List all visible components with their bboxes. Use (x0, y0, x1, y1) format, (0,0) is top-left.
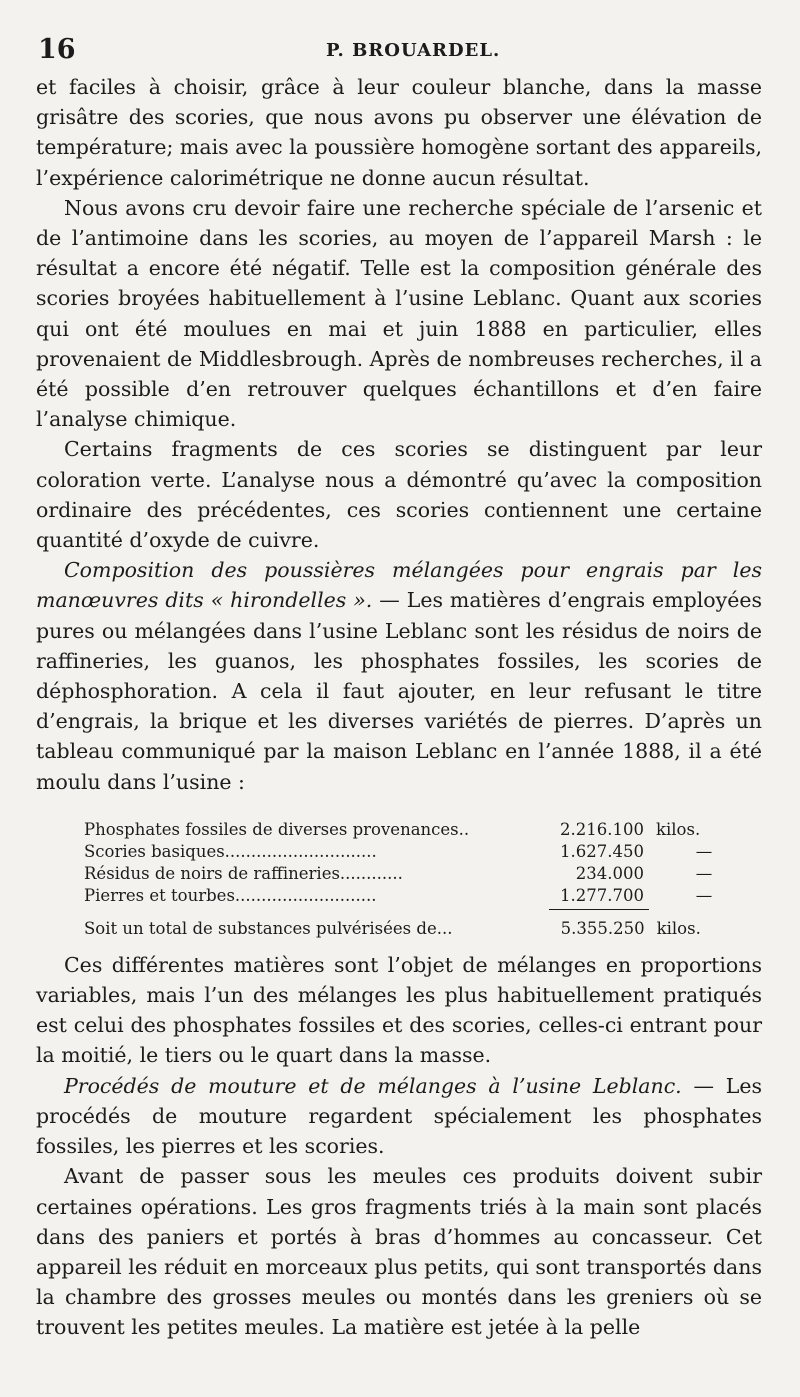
body-text (36, 72, 762, 1343)
paragraph-2: Nous avons cru devoir faire une recherche spéciale de l’arsenic et de l’antimoine dans les scories, au moyen de l’appareil Marsh : le résultat a encore été négatif. Telle est la composition générale des scories broyées habituellement à l’usine Leblanc. Quant aux scories qui ont été moulues en mai et juin 1888 en particulier, elles provenaient de Middlesbrough. Après de nombreuses recherches, il a été possible d’en retrouver quelques échantillons et d’en faire l’analyse chimique. (36, 195, 763, 432)
table-row (84, 885, 734, 907)
row-label: Résidus de noirs de raffineries............ (84, 863, 403, 883)
paragraph-1: et faciles à choisir, grâce à leur couleur blanche, dans la masse grisâtre des scories, que nous avons pu observer une élévation de température; mais avec la poussière homogène sortant des appareils, l’expérience calorimétrique ne donne aucun résultat. (36, 75, 762, 190)
total-label: Soit un total de substances pulvérisées de... (84, 918, 453, 938)
row-value: 2.216.100 (560, 819, 644, 839)
paragraph-4 (36, 555, 762, 797)
row-unit: — (695, 841, 713, 861)
section-heading-composition: Composition des poussières mélangées pour engrais par les manœuvres dits « hirondelles ». (36, 558, 762, 613)
total-rule (549, 909, 649, 910)
paragraph-6 (36, 1071, 762, 1162)
table-row (84, 819, 734, 841)
page-header (36, 30, 762, 70)
row-label: Phosphates fossiles de diverses provenances.. (84, 819, 470, 839)
row-value: 1.277.700 (560, 885, 644, 905)
row-label: Scories basiques............................. (84, 841, 377, 861)
page-number: 16 (38, 34, 76, 65)
total-unit: kilos. (656, 918, 701, 938)
row-unit: — (695, 863, 713, 883)
row-label: Pierres et tourbes........................... (84, 885, 377, 905)
paragraph-4-text: — Les matières d’engrais employées pures ou mélangées dans l’usine Leblanc sont les résidus de noirs de raffineries, les guanos, les phosphates fossiles, les scories de déphosphoration. A cela il faut ajouter, en leur refusant le titre d’engrais, la brique et les diverses variétés de pierres. D’après un tableau communiqué par la maison Leblanc en l’année 1888, il a été moulu dans l’usine : (36, 588, 762, 794)
total-value: 5.355.250 (560, 918, 645, 938)
table-total-row (84, 918, 734, 940)
tonnage-table (84, 819, 734, 940)
section-heading-procedes: Procédés de mouture et de mélanges à l’usine Leblanc. (64, 1073, 682, 1098)
row-unit: kilos. (656, 819, 701, 839)
row-value: 234.000 (575, 863, 644, 883)
row-unit: — (695, 885, 713, 905)
running-head: P. BROUARDEL. (326, 40, 501, 61)
book-page (36, 30, 762, 1343)
table-row (84, 863, 734, 885)
paragraph-5: Ces différentes matières sont l’objet de mélanges en proportions variables, mais l’un des mélanges les plus habituellement pratiqués est celui des phosphates fossiles et des scories, celles-ci entrant pour la moitié, le tiers ou le quart dans la masse. (36, 952, 762, 1068)
table-row (84, 841, 734, 863)
paragraph-7: Avant de passer sous les meules ces produits doivent subir certaines opérations. Les gros fragments triés à la main sont placés dans des paniers et portés à bras d’hommes au concasseur. Cet appareil les réduit en morceaux plus petits, qui sont transportés dans la chambre des grosses meules ou montés dans les greniers où se trouvent les petites meules. La matière est jetée à la pelle (36, 1164, 762, 1340)
paragraph-3: Certains fragments de ces scories se distinguent par leur coloration verte. L’analyse nous a démontré qu’avec la composition ordinaire des précédentes, ces scories contiennent une certaine quantité d’oxyde de cuivre. (36, 437, 762, 553)
paragraph-6-text: — Les procédés de mouture regardent spécialement les phosphates fossiles, les pierres et les scories. (36, 1073, 762, 1159)
row-value: 1.627.450 (560, 841, 644, 861)
